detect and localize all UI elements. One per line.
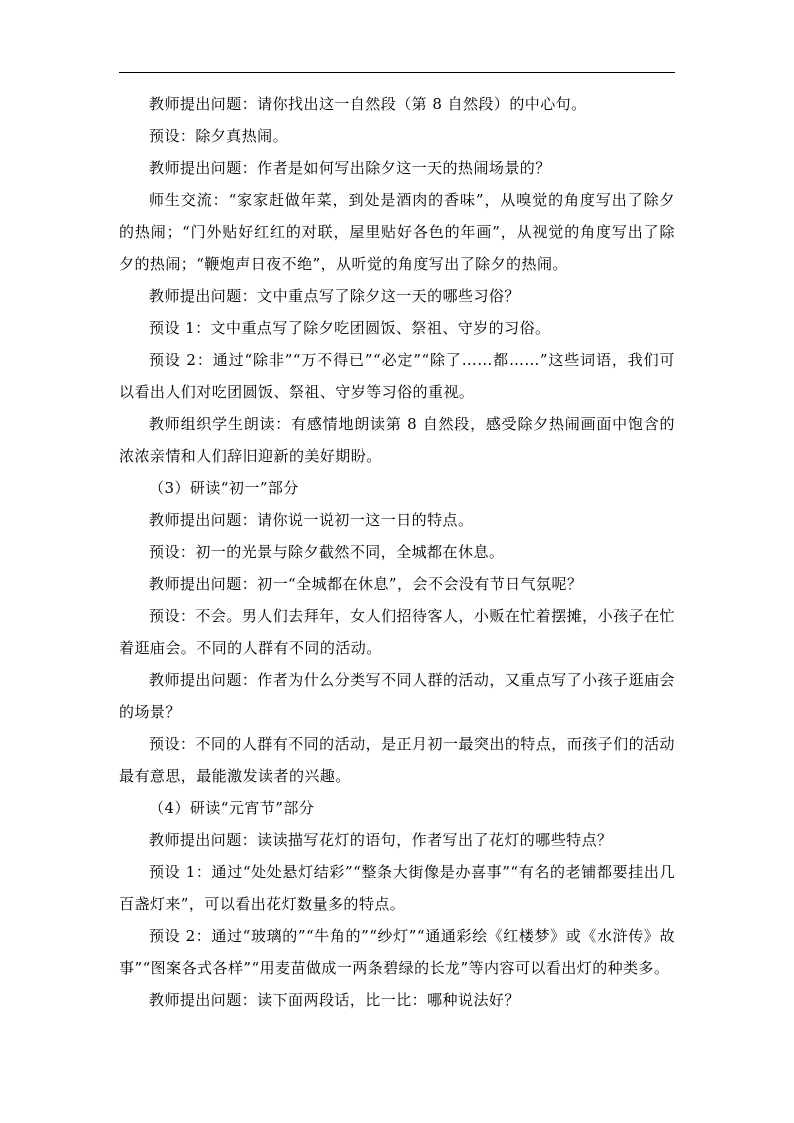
document-body	[119, 88, 675, 1016]
paragraph-question-central-sentence: 教师提出问题：请你找出这一自然段（第 8 自然段）的中心句。	[149, 95, 587, 113]
paragraph-answer-lanterns-1: 预设 1：通过“处处悬灯结彩”“整条大街像是办喜事”“有名的老铺都要挂出几百盏灯来”，可以看出花灯数量多的特点。	[119, 863, 675, 913]
paragraph-question-lanterns: 教师提出问题：读读描写花灯的语句，作者写出了花灯的哪些特点？	[149, 831, 613, 849]
paragraph-answer-customs-2: 预设 2：通过“除非”“万不得已”“必定”“除了……都……”这些词语，我们可以看出人们对吃团圆饭、祭祖、守岁等习俗的重视。	[119, 351, 675, 401]
paragraph-discussion-senses: 师生交流：“家家赶做年菜，到处是酒肉的香味”，从嗅觉的角度写出了除夕的热闹；“门外贴好红红的对联，屋里贴好各色的年画”，从视觉的角度写出了除夕的热闹；“鞭炮声日夜不绝”，从听觉的角度写出了除夕的热闹。	[119, 191, 675, 273]
paragraph-reading-aloud: 教师组织学生朗读：有感情地朗读第 8 自然段，感受除夕热闹画面中饱含的浓浓亲情和人们辞旧迎新的美好期盼。	[119, 415, 675, 465]
paragraph-answer-chuyi-feature: 预设：初一的光景与除夕截然不同，全城都在休息。	[149, 543, 505, 561]
paragraph-question-chuyi-feature: 教师提出问题：请你说一说初一这一日的特点。	[149, 511, 474, 529]
section-heading-yuanxiao: （4）研读“元宵节”部分	[149, 799, 315, 817]
paragraph-question-festive-mood: 教师提出问题：初一“全城都在休息”，会不会没有节日气氛呢？	[149, 575, 583, 593]
header-divider	[119, 72, 675, 73]
paragraph-answer-central-sentence: 预设：除夕真热闹。	[149, 127, 289, 145]
paragraph-answer-temple-fair: 预设：不同的人群有不同的活动，是正月初一最突出的特点，而孩子们的活动最有意思，最能激发读者的兴趣。	[119, 735, 675, 785]
section-heading-chuyi: （3）研读“初一”部分	[149, 479, 299, 497]
paragraph-answer-lanterns-2: 预设 2：通过“玻璃的”“牛角的”“纱灯”“通通彩绘《红楼梦》或《水浒传》故事”“图案各式各样”“用麦苗做成一两条碧绿的长龙”等内容可以看出灯的种类多。	[119, 927, 675, 977]
paragraph-question-temple-fair: 教师提出问题：作者为什么分类写不同人群的活动，又重点写了小孩子逛庙会的场景？	[119, 671, 675, 721]
paragraph-question-lively-scene: 教师提出问题：作者是如何写出除夕这一天的热闹场景的？	[149, 159, 551, 177]
paragraph-answer-festive-mood: 预设：不会。男人们去拜年，女人们招待客人，小贩在忙着摆摊，小孩子在忙着逛庙会。不同的人群有不同的活动。	[119, 607, 675, 657]
paragraph-question-customs: 教师提出问题：文中重点写了除夕这一天的哪些习俗？	[149, 287, 520, 305]
paragraph-answer-customs-1: 预设 1：文中重点写了除夕吃团圆饭、祭祖、守岁的习俗。	[149, 319, 551, 337]
paragraph-question-compare: 教师提出问题：读下面两段话，比一比：哪种说法好？	[149, 991, 520, 1009]
